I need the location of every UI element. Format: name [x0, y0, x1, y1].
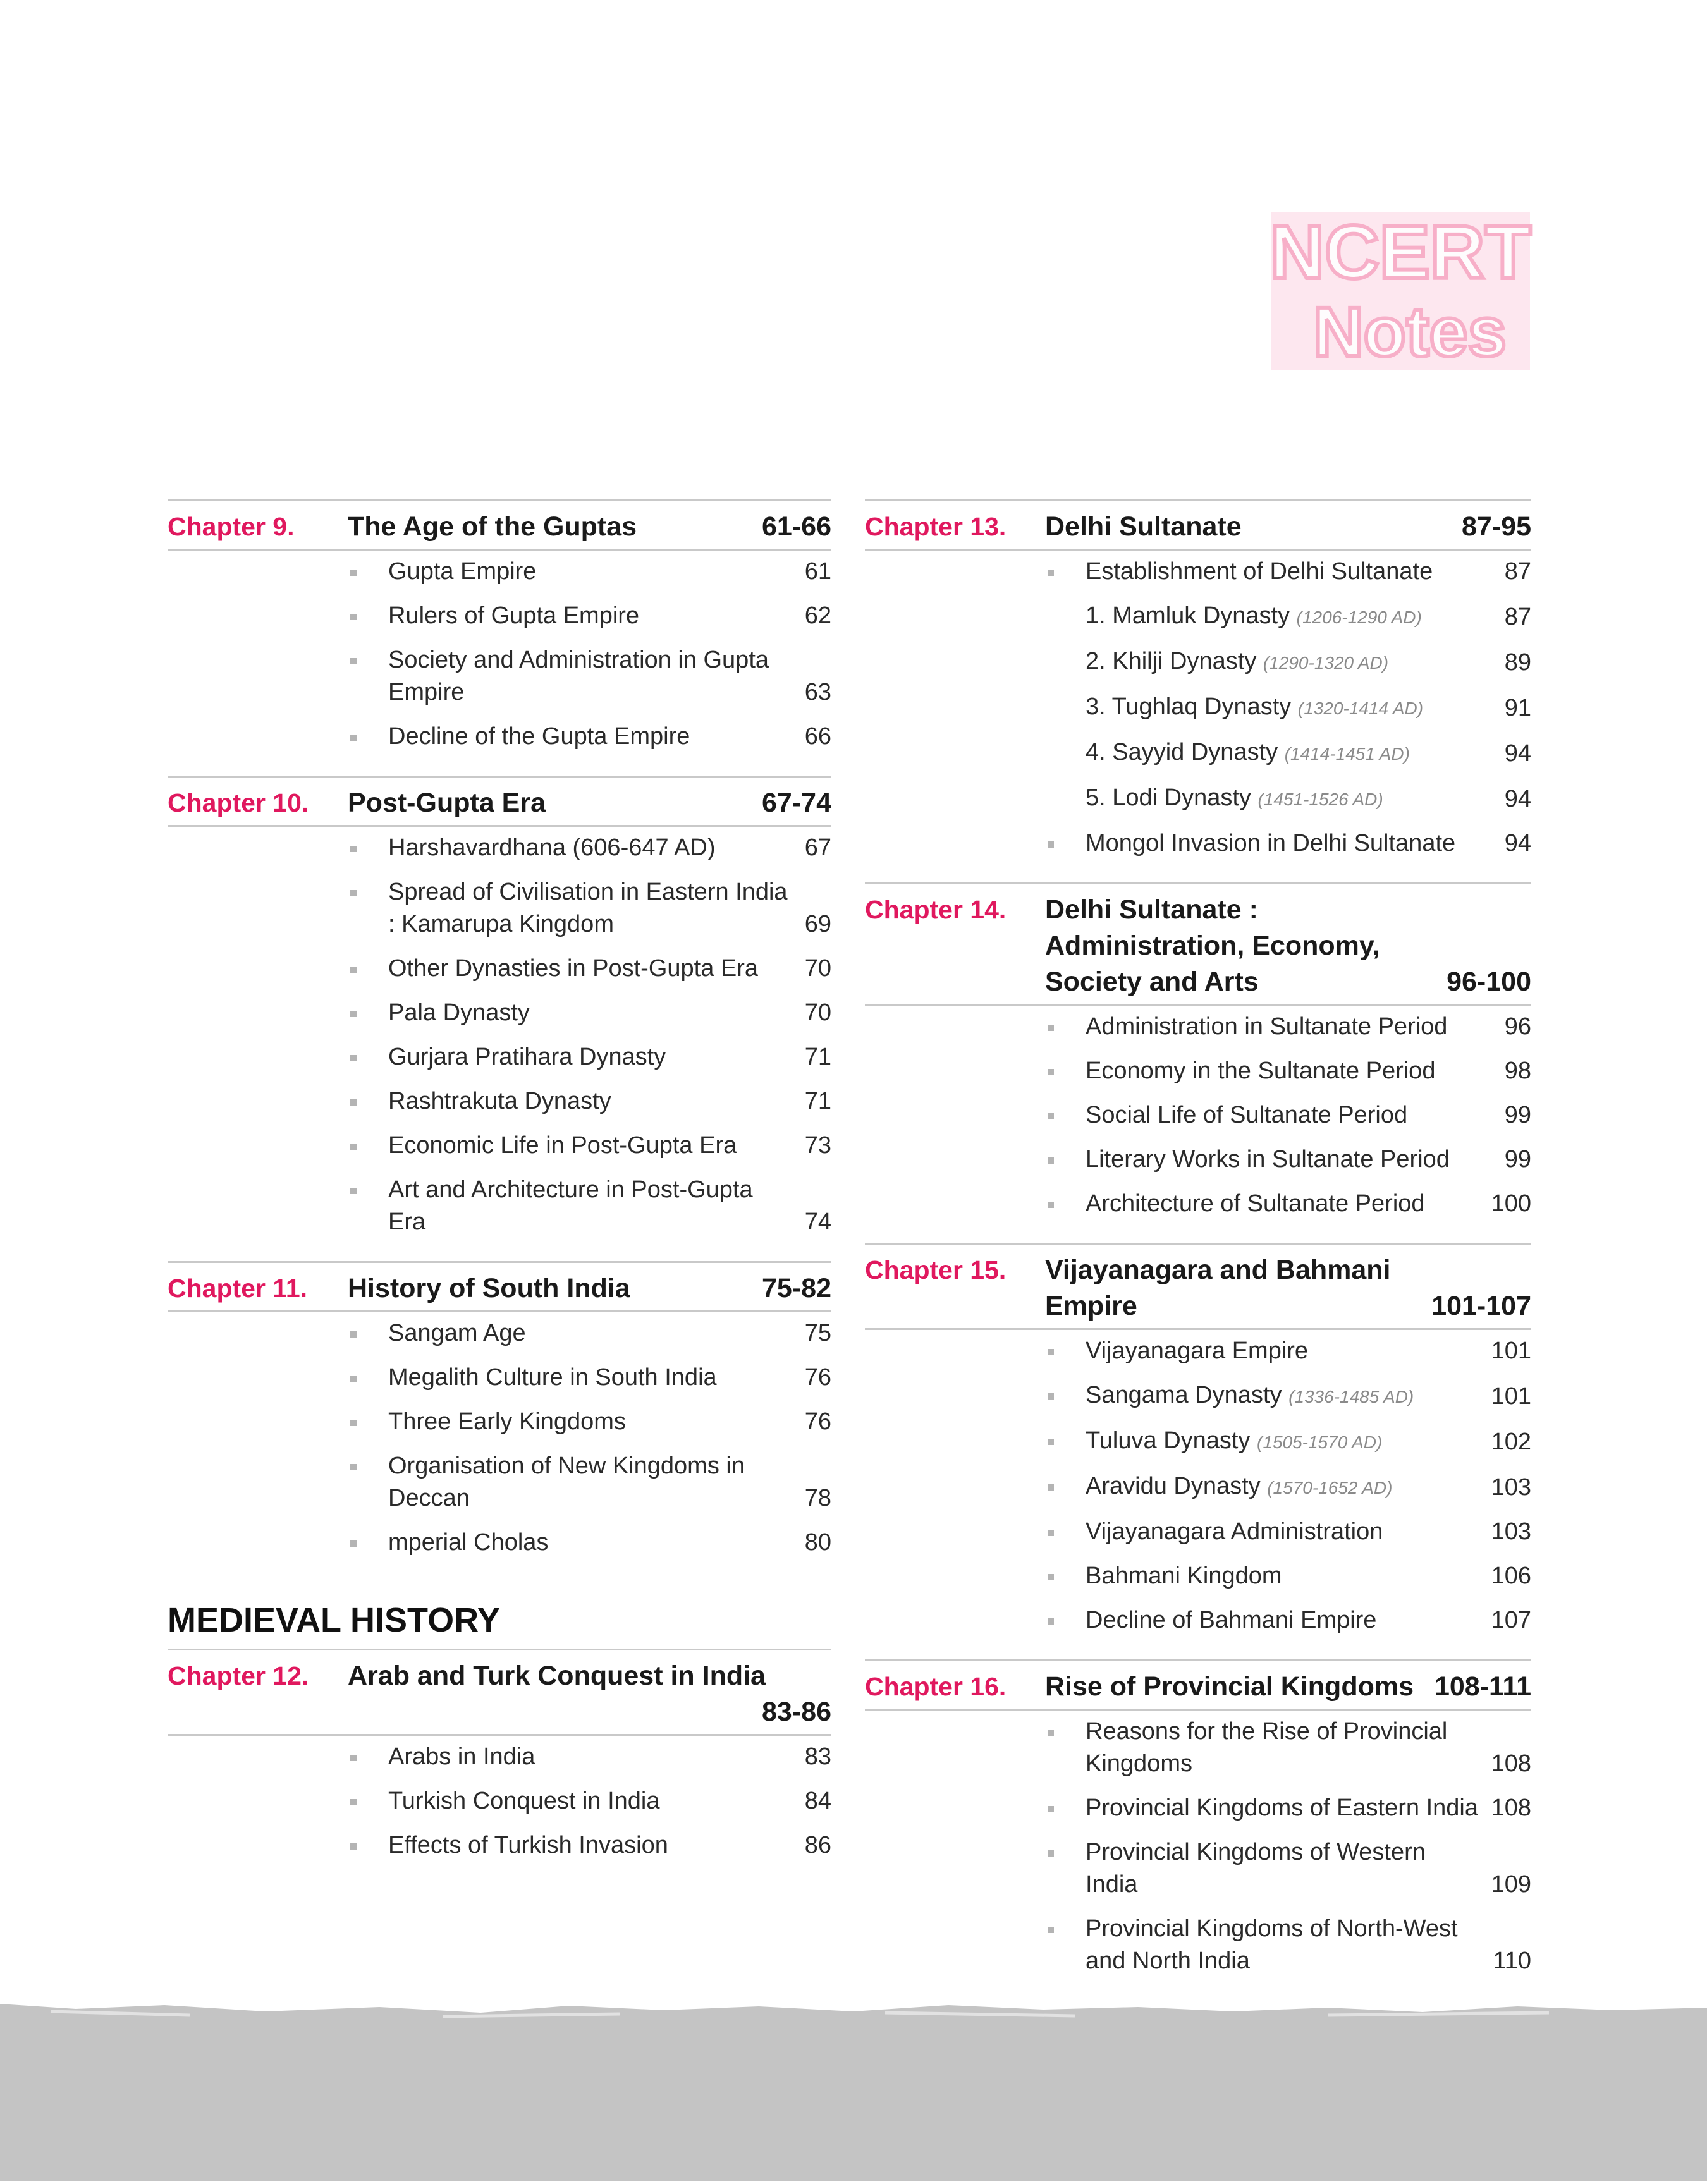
chapter-title-row	[1045, 1252, 1531, 1324]
topic-title: Pala Dynasty	[388, 999, 530, 1026]
topic-page-number: 103	[1491, 1474, 1531, 1501]
bullet-icon	[350, 1099, 357, 1106]
topic-item	[168, 721, 831, 753]
bullet-icon	[350, 614, 357, 620]
chapter-number: Chapter 16.	[865, 1672, 1006, 1701]
topic-title: Vijayanagara Empire	[1086, 1338, 1309, 1364]
topic-title: Art and Architecture in Post-Gupta Era	[388, 1176, 753, 1235]
topic-item	[865, 1913, 1531, 1977]
right-column	[865, 499, 1531, 2000]
topic-list	[168, 1736, 831, 1862]
topic-page-number: 106	[1491, 1563, 1531, 1589]
chapter-header	[168, 1649, 831, 1736]
bullet-icon	[350, 1376, 357, 1382]
topic-page-number: 108	[1491, 1795, 1531, 1821]
topic-page-number: 91	[1504, 695, 1531, 721]
topic-title: Reasons for the Rise of Provincial Kingdoms	[1086, 1718, 1448, 1777]
topic-list	[865, 551, 1531, 860]
topic-page-number: 107	[1491, 1607, 1531, 1633]
chapter-page-range: 96-100	[1447, 967, 1531, 997]
topic-dates: (1451-1526 AD)	[1257, 790, 1383, 809]
topic-page-number: 73	[804, 1132, 831, 1159]
topic-page-number: 87	[1504, 558, 1531, 585]
chapter-title: Vijayanagara and Bahmani Empire	[1045, 1255, 1391, 1321]
bullet-icon	[350, 1011, 357, 1017]
topic-list	[865, 1330, 1531, 1637]
bullet-icon	[1048, 1113, 1054, 1119]
chapter-number: Chapter 9.	[168, 512, 295, 541]
bullet-icon	[350, 1843, 357, 1850]
chapter-header	[865, 499, 1531, 551]
topic-item	[865, 645, 1531, 679]
topic-page-number: 103	[1491, 1518, 1531, 1545]
bullet-icon	[350, 570, 357, 576]
topic-title: Economy in the Sultanate Period	[1086, 1058, 1436, 1084]
chapter-header	[168, 1261, 831, 1312]
topic-item	[865, 1716, 1531, 1780]
topic-title: Sangam Age	[388, 1320, 526, 1346]
topic-page-number: 69	[804, 911, 831, 937]
bullet-icon	[1048, 1069, 1054, 1075]
topic-title: Society and Administration in Gupta Empire	[388, 647, 769, 705]
topic-page-number: 86	[804, 1832, 831, 1858]
topic-page-number: 61	[804, 558, 831, 585]
topic-title: mperial Cholas	[388, 1529, 549, 1556]
chapter-block	[865, 1659, 1531, 1977]
chapter-title: Delhi Sultanate : Administration, Economy, Society and Arts	[1045, 894, 1380, 997]
topic-item	[168, 1829, 831, 1862]
chapter-header	[168, 499, 831, 551]
chapter-block	[865, 882, 1531, 1220]
topic-page-number: 70	[804, 999, 831, 1026]
topic-page-number: 99	[1504, 1102, 1531, 1128]
chapter-page-range: 75-82	[762, 1273, 831, 1303]
topic-page-number: 80	[804, 1529, 831, 1556]
bullet-icon	[1048, 1730, 1054, 1736]
topic-item	[865, 1379, 1531, 1413]
chapter-page-range: 67-74	[762, 788, 831, 818]
bullet-icon	[350, 1188, 357, 1194]
chapter-header	[865, 1243, 1531, 1330]
topic-item	[865, 827, 1531, 860]
topic-item	[865, 1604, 1531, 1637]
topic-list	[168, 551, 831, 753]
topic-item	[168, 1085, 831, 1118]
topic-title: Provincial Kingdoms of Eastern India	[1086, 1795, 1478, 1821]
bullet-icon	[350, 1755, 357, 1761]
topic-page-number: 94	[1504, 786, 1531, 812]
topic-page-number: 83	[804, 1743, 831, 1770]
topic-title: Megalith Culture in South India	[388, 1364, 717, 1391]
chapter-number: Chapter 12.	[168, 1661, 309, 1690]
chapter-title: Post-Gupta Era	[348, 788, 546, 818]
topic-title: Decline of the Gupta Empire	[388, 723, 690, 750]
topic-title: Aravidu Dynasty (1570-1652 AD)	[1086, 1473, 1393, 1499]
topic-item	[865, 1099, 1531, 1132]
bullet-icon	[350, 1799, 357, 1805]
topic-title: Sangama Dynasty (1336-1485 AD)	[1086, 1382, 1414, 1408]
topic-title: Tuluva Dynasty (1505-1570 AD)	[1086, 1427, 1383, 1454]
chapter-page-range: 83-86	[762, 1697, 831, 1727]
bullet-icon	[1048, 1393, 1054, 1400]
bullet-icon	[1048, 1530, 1054, 1536]
topic-page-number: 94	[1504, 830, 1531, 857]
bullet-icon	[1048, 1850, 1054, 1857]
topic-dates: (1290-1320 AD)	[1263, 653, 1389, 673]
topic-title: Provincial Kingdoms of Western India	[1086, 1839, 1426, 1898]
topic-title: Provincial Kingdoms of North-West and North India	[1086, 1915, 1458, 1974]
topic-page-number: 66	[804, 723, 831, 750]
topic-item	[865, 556, 1531, 588]
topic-title: Rulers of Gupta Empire	[388, 602, 640, 629]
topic-title: Literary Works in Sultanate Period	[1086, 1146, 1450, 1173]
chapter-header	[865, 1659, 1531, 1711]
bullet-icon	[1048, 841, 1054, 848]
chapter-number: Chapter 14.	[865, 895, 1006, 924]
topic-page-number: 76	[804, 1364, 831, 1391]
topic-item	[865, 1425, 1531, 1458]
chapter-title-row	[348, 509, 831, 545]
topic-page-number: 70	[804, 955, 831, 982]
topic-dates: (1414-1451 AD)	[1284, 744, 1410, 764]
chapter-block	[168, 776, 831, 1238]
topic-item	[865, 1792, 1531, 1824]
topic-item	[168, 1450, 831, 1515]
topic-page-number: 74	[804, 1209, 831, 1235]
bullet-icon	[1048, 1157, 1054, 1164]
bullet-icon	[350, 890, 357, 896]
topic-item	[168, 953, 831, 985]
topic-item	[865, 1470, 1531, 1504]
topic-title: Gurjara Pratihara Dynasty	[388, 1044, 666, 1070]
topic-title: Effects of Turkish Invasion	[388, 1832, 668, 1858]
logo-text-ncert: NCERT	[1270, 210, 1531, 295]
topic-dates: (1505-1570 AD)	[1257, 1432, 1383, 1452]
topic-title: Vijayanagara Administration	[1086, 1518, 1383, 1545]
topic-page-number: 63	[804, 679, 831, 705]
topic-item	[168, 1041, 831, 1073]
topic-page-number: 75	[804, 1320, 831, 1346]
bullet-icon	[350, 967, 357, 973]
bullet-icon	[350, 658, 357, 664]
topic-item	[865, 1516, 1531, 1548]
topic-item	[168, 876, 831, 941]
topic-page-number: 109	[1491, 1871, 1531, 1898]
topic-page-number: 76	[804, 1408, 831, 1435]
topic-page-number: 98	[1504, 1058, 1531, 1084]
topic-page-number: 89	[1504, 649, 1531, 676]
topic-item	[168, 556, 831, 588]
topic-title: Establishment of Delhi Sultanate	[1086, 558, 1433, 585]
chapter-title: Rise of Provincial Kingdoms	[1045, 1671, 1414, 1702]
chapter-number: Chapter 13.	[865, 512, 1006, 541]
chapter-page-range: 87-95	[1462, 511, 1531, 542]
chapter-header	[168, 776, 831, 827]
topic-title: Spread of Civilisation in Eastern India : Kamarupa Kingdom	[388, 879, 788, 937]
topic-title: Architecture of Sultanate Period	[1086, 1190, 1425, 1217]
topic-page-number: 108	[1491, 1750, 1531, 1777]
topic-item	[865, 736, 1531, 770]
section-title-medieval-history: MEDIEVAL HISTORY	[168, 1601, 501, 1639]
topic-page-number: 102	[1491, 1429, 1531, 1455]
topic-title: Administration in Sultanate Period	[1086, 1013, 1448, 1040]
topic-title: Social Life of Sultanate Period	[1086, 1102, 1408, 1128]
topic-list	[168, 1312, 831, 1559]
topic-title: Decline of Bahmani Empire	[1086, 1607, 1377, 1633]
topic-item	[168, 644, 831, 709]
topic-page-number: 87	[1504, 604, 1531, 630]
topic-item	[865, 782, 1531, 815]
topic-item	[865, 1335, 1531, 1367]
topic-title: Turkish Conquest in India	[388, 1788, 660, 1814]
topic-title: Economic Life in Post-Gupta Era	[388, 1132, 737, 1159]
chapter-block	[168, 1649, 831, 1862]
topic-page-number: 110	[1493, 1948, 1531, 1974]
chapter-title-row	[1045, 1669, 1531, 1705]
chapter-number: Chapter 11.	[168, 1274, 308, 1303]
topic-title: Arabs in India	[388, 1743, 535, 1770]
topic-item	[865, 1836, 1531, 1901]
bullet-icon	[350, 1055, 357, 1061]
topic-page-number: 100	[1491, 1190, 1531, 1217]
topic-dates: (1206-1290 AD)	[1296, 607, 1422, 627]
topic-page-number: 71	[804, 1088, 831, 1114]
topic-item	[168, 997, 831, 1029]
chapter-number: Chapter 10.	[168, 788, 309, 817]
topic-title: Other Dynasties in Post-Gupta Era	[388, 955, 759, 982]
chapter-title: The Age of the Guptas	[348, 511, 637, 542]
topic-page-number: 71	[804, 1044, 831, 1070]
chapter-title-row	[348, 1658, 831, 1730]
chapter-block	[168, 1261, 831, 1559]
topic-list	[865, 1711, 1531, 1977]
chapter-block	[168, 499, 831, 753]
topic-item	[168, 1785, 831, 1817]
topic-page-number: 78	[804, 1485, 831, 1511]
bullet-icon	[350, 1420, 357, 1426]
chapter-title-row	[1045, 509, 1531, 545]
topic-item	[865, 691, 1531, 724]
bullet-icon	[1048, 1927, 1054, 1933]
topic-title: 4. Sayyid Dynasty (1414-1451 AD)	[1086, 739, 1410, 766]
topic-item	[865, 1144, 1531, 1176]
topic-item	[865, 1188, 1531, 1220]
topic-title: 2. Khilji Dynasty (1290-1320 AD)	[1086, 648, 1389, 674]
bullet-icon	[1048, 1349, 1054, 1355]
topic-dates: (1320-1414 AD)	[1297, 699, 1424, 718]
chapter-page-range: 108-111	[1434, 1671, 1531, 1702]
chapter-title: Delhi Sultanate	[1045, 511, 1242, 542]
topic-title: 1. Mamluk Dynasty (1206-1290 AD)	[1086, 602, 1422, 629]
topic-title: Harshavardhana (606-647 AD)	[388, 834, 716, 861]
topic-page-number: 84	[804, 1788, 831, 1814]
chapter-header	[865, 882, 1531, 1006]
chapter-title-row	[348, 1271, 831, 1307]
topic-title: Mongol Invasion in Delhi Sultanate	[1086, 830, 1456, 857]
topic-title: Organisation of New Kingdoms in Deccan	[388, 1453, 745, 1511]
bullet-icon	[350, 846, 357, 852]
topic-page-number: 67	[804, 834, 831, 861]
topic-list	[865, 1006, 1531, 1220]
bullet-icon	[350, 1144, 357, 1150]
chapter-page-range: 61-66	[762, 511, 831, 542]
bullet-icon	[1048, 1202, 1054, 1208]
chapter-number: Chapter 15.	[865, 1255, 1006, 1284]
chapter-title: Arab and Turk Conquest in India	[348, 1661, 766, 1691]
bullet-icon	[1048, 1574, 1054, 1580]
topic-item	[168, 1130, 831, 1162]
topic-item	[168, 1317, 831, 1350]
topic-item	[168, 832, 831, 864]
topic-item	[168, 600, 831, 632]
topic-page-number: 94	[1504, 740, 1531, 767]
bullet-icon	[350, 1331, 357, 1338]
bullet-icon	[1048, 1025, 1054, 1031]
topic-page-number: 99	[1504, 1146, 1531, 1173]
footer-torn-band	[0, 2004, 1707, 2181]
chapter-title-row	[1045, 892, 1531, 1000]
chapter-title-row	[348, 785, 831, 821]
topic-item	[168, 1174, 831, 1238]
topic-item	[865, 600, 1531, 633]
bullet-icon	[350, 735, 357, 741]
ncert-notes-logo	[1258, 193, 1543, 386]
topic-item	[168, 1406, 831, 1438]
topic-item	[168, 1741, 831, 1773]
logo-text-notes: Notes	[1313, 293, 1507, 371]
chapter-title: History of South India	[348, 1273, 630, 1303]
topic-item	[865, 1011, 1531, 1043]
topic-title: 5. Lodi Dynasty (1451-1526 AD)	[1086, 784, 1383, 811]
topic-page-number: 62	[804, 602, 831, 629]
bullet-icon	[1048, 1484, 1054, 1491]
topic-item	[865, 1055, 1531, 1087]
bullet-icon	[1048, 1806, 1054, 1812]
topic-item	[168, 1527, 831, 1559]
topic-item	[168, 1362, 831, 1394]
logo-graphic	[1258, 193, 1543, 386]
topic-title: Three Early Kingdoms	[388, 1408, 626, 1435]
topic-page-number: 101	[1491, 1383, 1531, 1410]
chapter-block	[865, 499, 1531, 860]
bullet-icon	[1048, 1439, 1054, 1445]
topic-dates: (1336-1485 AD)	[1288, 1387, 1414, 1406]
bullet-icon	[1048, 1618, 1054, 1625]
topic-item	[865, 1560, 1531, 1592]
bullet-icon	[350, 1540, 357, 1547]
topic-title: Rashtrakuta Dynasty	[388, 1088, 611, 1114]
chapter-block	[865, 1243, 1531, 1637]
bullet-icon	[350, 1464, 357, 1470]
topic-page-number: 101	[1491, 1338, 1531, 1364]
topic-dates: (1570-1652 AD)	[1267, 1478, 1393, 1498]
bullet-icon	[1048, 570, 1054, 576]
topic-page-number: 96	[1504, 1013, 1531, 1040]
topic-title: Gupta Empire	[388, 558, 537, 585]
topic-title: 3. Tughlaq Dynasty (1320-1414 AD)	[1086, 693, 1424, 720]
chapter-page-range: 101-107	[1431, 1291, 1531, 1321]
topic-list	[168, 827, 831, 1238]
left-column	[168, 499, 831, 1884]
topic-title: Bahmani Kingdom	[1086, 1563, 1282, 1589]
